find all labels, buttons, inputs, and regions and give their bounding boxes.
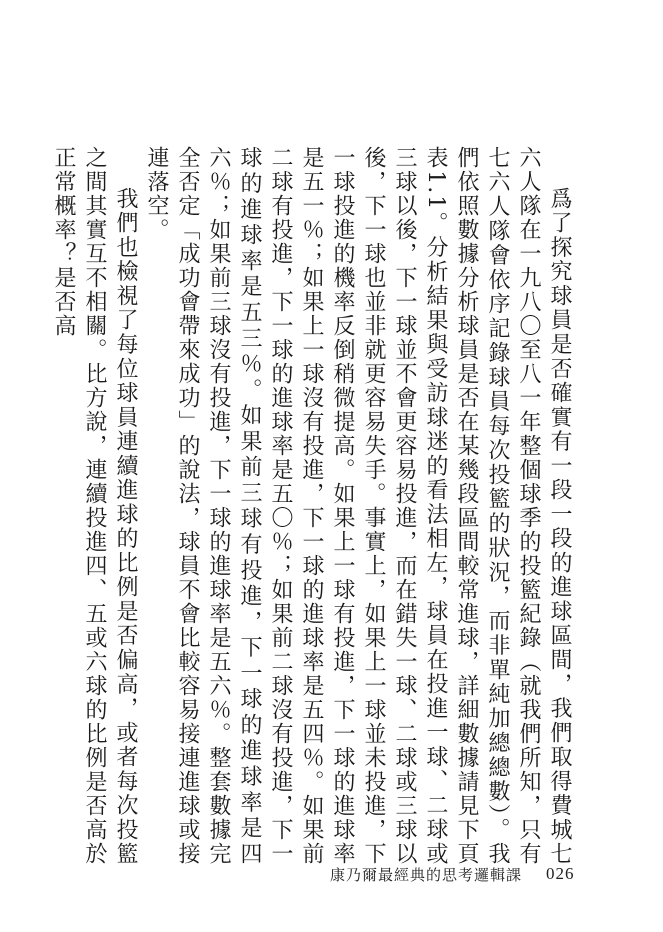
paragraph-1: 爲了探究球員是否確實有一段一段的進球區間，我們取得費城七六人隊在一九八〇至八一年整個球季的投籃紀錄（就我們所知，只有七六人隊會依序記錄球員每次投籃的狀況，而非單純加總總數）。我們依照數據分析球員是否在某幾段區間較常進球，詳細數據請見下頁表1.1。分析結果與受訪球迷的看法相左，球員在投進一球、二球或三球以後，下一球並不會更容易投進，而在錯失一球、二球或三球以後，下一球也並非就更容易失手。事實上，如果上一球並未投進，下一球投進的機率反倒稍微提高。如果上一球有投進，下一球的進球率是五一％；如果上一球沒有投進，下一球的進球率是五四％。如果前二球有投進，下一球的進球率是五〇％；如果前二球沒有投進，下一球的進球率是五三％。如果前三球有投進，下一球的進球率是四六％；如果前三球沒有投進，下一球的進球率是五六％。整套數據完全否定「成功會帶來成功」的說法，球員不會比較容易接連進球或接連落空。 <box>144 146 572 866</box>
page-number: 026 <box>546 864 575 883</box>
running-book-title: 康乃爾最經典的思考邏輯課 <box>330 865 523 884</box>
vertical-text-body <box>51 146 575 866</box>
page-footer <box>330 862 590 886</box>
paragraph-2: 我們也檢視了每位球員連續進球的比例是否偏高，或者每次投籃之間其實互不相關。比方說，連續投進四、五或六球的比例是否高於正常概率？是否高 <box>51 146 138 866</box>
